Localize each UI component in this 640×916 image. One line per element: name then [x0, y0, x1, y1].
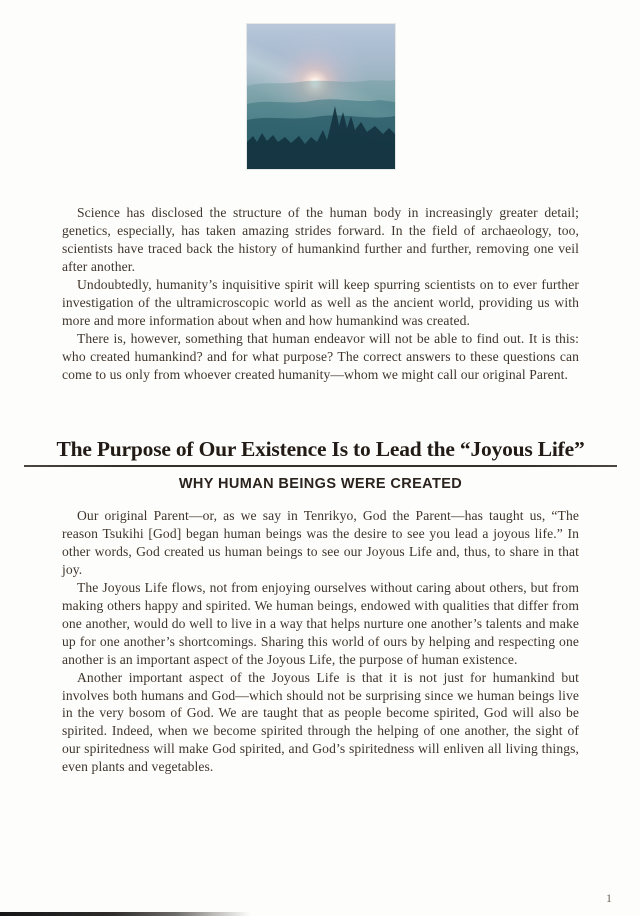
paragraph: Undoubtedly, humanity’s inquisitive spirit will keep spurring scientists on to ever further investigation of the ultramicroscopic world as well as the ancient world, providing us with more and more information about when and how humankind was created. — [62, 276, 579, 328]
paragraph: Another important aspect of the Joyous Life is that it is not just for humankind but involves both humans and God—which should not be surprising since we human beings live in the very bosom of God. We are taught that as people become spirited, God will also be spirited. Indeed, when we become spirited through the helping of one another, the sight of our spiritedness will make God spirited, and God’s spiritedness will enliven all living things, even plants and vegetables. — [62, 669, 579, 775]
paragraph: Our original Parent—or, as we say in Tenrikyo, God the Parent—has taught us, “The reason Tsukihi [God] began human beings was the desire to see you lead a joyous life.” In other words, God created us human beings to see our Joyous Life and, thus, to share in that joy. — [62, 508, 579, 577]
section-subtitle: WHY HUMAN BEINGS WERE CREATED — [178, 476, 463, 492]
page-number: 1 — [606, 891, 612, 905]
heading-rule — [24, 465, 617, 467]
scan-artifact-strip — [0, 912, 250, 916]
section-paragraphs — [62, 507, 579, 776]
section-title: The Purpose of Our Existence Is to Lead the “Joyous Life” — [56, 437, 585, 461]
paragraph: Science has disclosed the structure of the human body in increasingly greater detail; genetics, especially, has taken amazing strides forward. In the field of archaeology, too, scientists have traced back the history of humankind further and further, removing one veil after another. — [62, 205, 579, 274]
mountain-silhouettes-graphic — [247, 24, 395, 169]
paragraph: The Joyous Life flows, not from enjoying ourselves without caring about others, but from making others happy and spirited. We human beings, endowed with qualities that differ from one another, would do well to live in a way that helps nurture one another’s talents and make up for one another’s shortcomings. Sharing this world of ours by helping and respecting one another is an important aspect of the Joyous Life, the purpose of human existence. — [62, 579, 579, 667]
paragraph: There is, however, something that human endeavor will not be able to find out. It is this: who created humankind? and for what purpose? The correct answers to these questions can come to us only from whoever created humanity—whom we might call our original Parent. — [62, 330, 579, 382]
intro-paragraphs — [62, 204, 579, 384]
section-heading — [24, 437, 617, 492]
sunrise-photo — [247, 24, 395, 169]
